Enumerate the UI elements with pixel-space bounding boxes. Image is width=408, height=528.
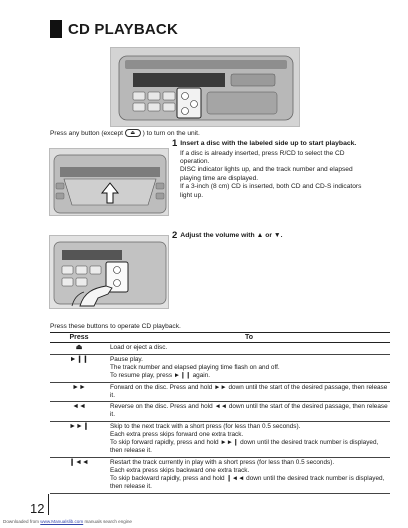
disc-insert-illustration (49, 148, 169, 216)
rewind-key-symbol: ◄◄ (50, 402, 108, 422)
table-row (50, 402, 390, 422)
step-1-line: If a disc is already inserted, press R/CD to select the CD operation. (180, 149, 345, 165)
faceplate-illustration (110, 47, 300, 127)
footer-link[interactable]: www.Manualslib.com (40, 519, 84, 524)
step-2-heading (172, 232, 372, 241)
power-on-text-after: ) to turn on the unit. (142, 129, 200, 137)
row-line: Reverse on the disc. Press and hold ◄◄ down until the start of the desired passage, then release it. (110, 403, 388, 419)
step-1-heading (172, 140, 372, 149)
table-row (50, 422, 390, 458)
power-on-instruction (50, 129, 200, 138)
row-line: Skip to the next track with a short press (for less than 0.5 seconds). (110, 423, 301, 431)
volume-button-drawing (50, 236, 169, 309)
step-1-line: If a 3-inch (8 cm) CD is inserted, both CD and CD-S indicators light up. (180, 183, 362, 199)
page-number-divider (48, 494, 49, 515)
step-1-body (172, 150, 372, 200)
step-1-heading-text: Insert a disc with the labeled side up to start playback. (180, 140, 357, 147)
row-description (108, 422, 390, 458)
skip-next-key-symbol: ►►❙ (50, 422, 108, 458)
row-description (108, 457, 390, 493)
step-1-number: 1 (172, 138, 178, 149)
table-header-row (50, 333, 390, 343)
row-line: Forward on the disc. Press and hold ►► down until the start of the desired passage, then release it. (110, 383, 388, 399)
section-header (50, 20, 178, 38)
step-1-line: DISC indicator lights up, and the track number and elapsed playing time are displayed. (180, 166, 353, 182)
power-on-text-before: Press any button (except (50, 129, 123, 137)
table-row (50, 457, 390, 493)
column-header-press: Press (50, 333, 108, 343)
table-intro: Press these buttons to operate CD playback. (50, 323, 181, 330)
cd-operations-table (50, 332, 390, 494)
page-title: CD PLAYBACK (68, 20, 178, 38)
header-block-marker (50, 20, 62, 38)
row-line: Each extra press skips backward one extra track. (110, 466, 250, 474)
eject-button-symbol: ⏏ (125, 129, 141, 137)
step-2-heading-text: Adjust the volume with ▲ or ▼. (180, 232, 283, 239)
play-pause-key-symbol: ►❙❙ (50, 354, 108, 382)
page-number: 12 (30, 501, 45, 516)
footer-suffix: manuals search engine (84, 519, 132, 524)
skip-previous-key-symbol: ❙◄◄ (50, 457, 108, 493)
faceplate-drawing (111, 48, 300, 127)
volume-button-illustration (49, 235, 169, 309)
table-row (50, 354, 390, 382)
table-row (50, 382, 390, 402)
footer-prefix: Downloaded from (3, 519, 40, 524)
row-description (108, 354, 390, 382)
row-line: To skip forward rapidly, press and hold ►►❙ down until the desired track number is displayed, then release it. (110, 439, 379, 454)
eject-key-symbol: ⏏ (50, 343, 108, 355)
row-line: Restart the track currently in play with a short press (for less than 0.5 seconds). (110, 458, 335, 466)
disc-insert-drawing (50, 149, 169, 216)
row-line: To resume play, press ►❙❙ again. (110, 371, 211, 379)
column-header-to: To (108, 333, 390, 343)
row-line: To skip backward rapidly, press and hold ❙◄◄ down until the desired track number is displayed, then release it. (110, 474, 385, 490)
row-line: Each extra press skips forward one extra track. (110, 431, 244, 439)
row-line: Load or eject a disc. (110, 344, 168, 351)
row-description (108, 343, 390, 355)
row-description (108, 402, 390, 422)
step-2-number: 2 (172, 230, 178, 241)
row-description (108, 382, 390, 402)
step-2-adjust-volume (172, 232, 372, 241)
table-row (50, 343, 390, 355)
step-1-insert-disc (172, 140, 372, 200)
row-line: Pause play. (110, 355, 143, 363)
download-footer (3, 519, 132, 524)
fast-forward-key-symbol: ►► (50, 382, 108, 402)
row-line: The track number and elapsed playing time flash on and off. (110, 363, 280, 371)
